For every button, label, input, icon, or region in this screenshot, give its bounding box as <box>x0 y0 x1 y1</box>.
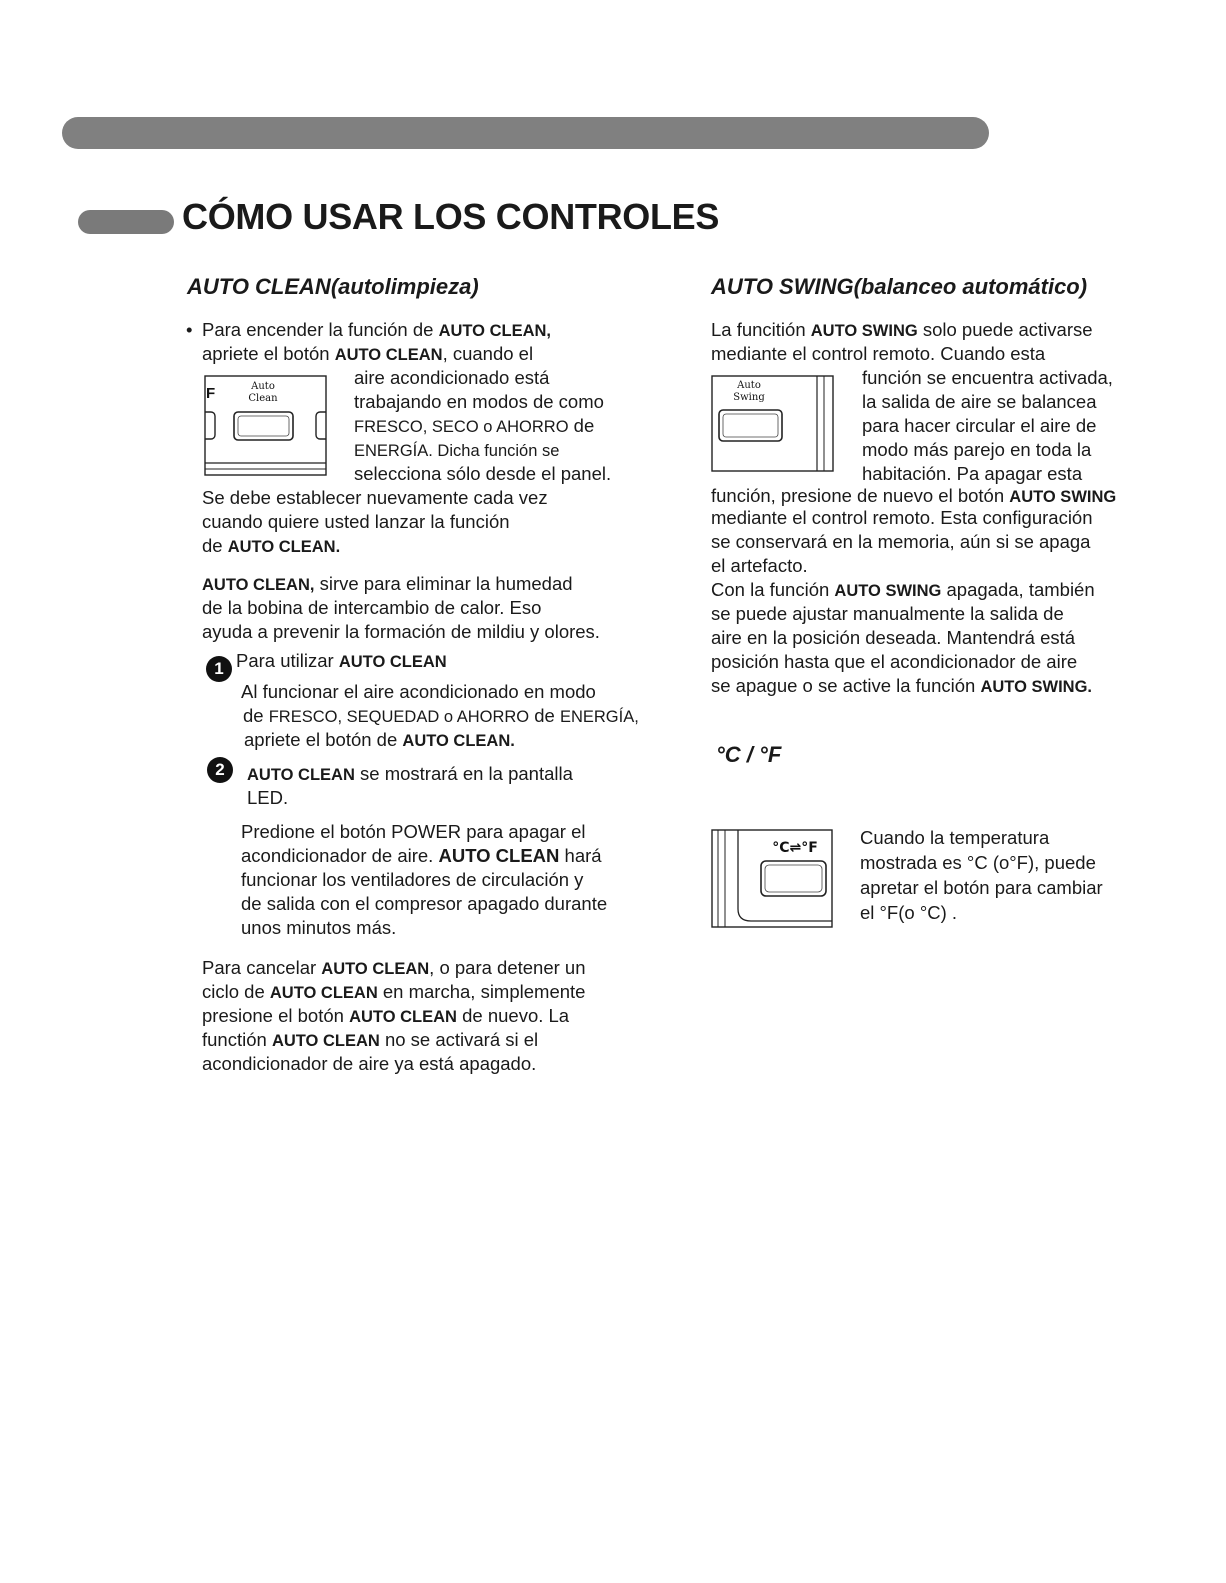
temp-unit-line1: Cuando la temperatura <box>860 827 1050 848</box>
auto-label: Auto <box>737 380 761 391</box>
auto-clean-p4-line5: acondicionador de aire ya está apagado. <box>202 1053 537 1074</box>
auto-clean-heading: AUTO CLEAN(autolimpieza) <box>187 274 479 299</box>
step-2-badge: 2 <box>207 757 233 783</box>
auto-clean-p1-line9: cuando quiere usted lanzar la función <box>202 511 510 532</box>
auto-clean-p3-line3: funcionar los ventiladores de circulación y <box>241 869 584 890</box>
auto-clean-p1-line4: trabajando en modos de como <box>354 391 604 412</box>
celsius-fahrenheit-label: °C⇌°F <box>772 840 818 856</box>
step1-line3: de FRESCO, SEQUEDAD o AHORRO de ENERGÍA, <box>243 705 639 726</box>
auto-clean-p4-line1: Para cancelar AUTO CLEAN, o para detener un <box>202 957 586 978</box>
auto-swing-line8: función, presione de nuevo el botón AUTO SWING <box>711 485 1117 506</box>
auto-swing-line16: se apague o se active la función AUTO SWING. <box>711 675 1092 696</box>
auto-swing-line9: mediante el control remoto. Esta configuración <box>711 507 1093 528</box>
step-1-badge: 1 <box>206 656 232 682</box>
page-title: CÓMO USAR LOS CONTROLES <box>182 196 720 237</box>
auto-clean-p4-line3: presione el botón AUTO CLEAN de nuevo. La <box>202 1005 570 1026</box>
temp-unit-line3: apretar el botón para cambiar <box>860 877 1103 898</box>
auto-swing-heading: AUTO SWING(balanceo automático) <box>711 274 1088 299</box>
auto-swing-line12: Con la función AUTO SWING apagada, también <box>711 579 1095 600</box>
temp-unit-line4: el °F(o °C) . <box>860 902 958 923</box>
auto-swing-line1: La funcitión AUTO SWING solo puede activarse <box>711 319 1093 340</box>
auto-swing-line7: habitación. Pa apagar esta <box>862 463 1083 484</box>
swing-label: Swing <box>733 392 765 403</box>
bullet: • <box>186 319 193 340</box>
title-marker <box>78 210 174 234</box>
auto-swing-line13: se puede ajustar manualmente la salida de <box>711 603 1064 624</box>
header-bar <box>62 117 989 149</box>
auto-swing-line2: mediante el control remoto. Cuando esta <box>711 343 1046 364</box>
auto-clean-p2-line2: de la bobina de intercambio de calor. Eso <box>202 597 542 618</box>
auto-clean-p1-line5: FRESCO, SECO o AHORRO de <box>354 415 595 436</box>
auto-clean-p1-line8: Se debe establecer nuevamente cada vez <box>202 487 548 508</box>
auto-swing-panel-illustration <box>711 375 835 473</box>
auto-swing-button <box>719 410 782 441</box>
auto-clean-p1-line7: selecciona sólo desde el panel. <box>354 463 612 484</box>
auto-clean-p3-line2: acondicionador de aire. AUTO CLEAN hará <box>241 845 602 866</box>
auto-swing-line5: para hacer circular el aire de <box>862 415 1097 436</box>
step1-line1: Para utilizar AUTO CLEAN <box>236 650 447 671</box>
auto-swing-line10: se conservará en la memoria, aún si se apaga <box>711 531 1091 552</box>
auto-clean-p3-line4: de salida con el compresor apagado durante <box>241 893 608 914</box>
auto-swing-line3: función se encuentra activada, <box>862 367 1113 388</box>
step2-line2: LED. <box>247 787 289 808</box>
auto-clean-p2-line1: AUTO CLEAN, sirve para eliminar la humedad <box>202 573 573 594</box>
step1-line2: Al funcionar el aire acondicionado en modo <box>241 681 596 702</box>
auto-swing-line14: aire en la posición deseada. Mantendrá está <box>711 627 1076 648</box>
auto-clean-p1-line10: de AUTO CLEAN. <box>202 535 341 556</box>
auto-clean-p1-line3: aire acondicionado está <box>354 367 550 388</box>
temp-unit-panel-illustration <box>711 829 833 929</box>
auto-clean-p4-line4: functión AUTO CLEAN no se activará si el <box>202 1029 539 1050</box>
auto-swing-line4: la salida de aire se balancea <box>862 391 1097 412</box>
auto-clean-panel-illustration <box>204 375 328 477</box>
auto-clean-p1-line6: ENERGÍA. Dicha función se <box>354 442 560 460</box>
auto-clean-p2-line3: ayuda a prevenir la formación de mildiu y olores. <box>202 621 600 642</box>
temp-unit-line2: mostrada es °C (o°F), puede <box>860 852 1096 873</box>
auto-swing-line11: el artefacto. <box>711 555 808 576</box>
clean-label: Clean <box>248 393 278 404</box>
auto-swing-line6: modo más parejo en toda la <box>862 439 1092 460</box>
auto-clean-p1-line1: Para encender la función de AUTO CLEAN, <box>202 319 552 340</box>
temp-unit-button <box>761 861 826 896</box>
auto-swing-line15: posición hasta que el acondicionador de aire <box>711 651 1078 672</box>
auto-clean-p3-line5: unos minutos más. <box>241 917 397 938</box>
auto-clean-p1-line2: apriete el botón AUTO CLEAN, cuando el <box>202 343 534 364</box>
step2-line1: AUTO CLEAN se mostrará en la pantalla <box>247 763 573 784</box>
temp-unit-heading: °C / °F <box>716 742 782 767</box>
auto-label: Auto <box>251 381 275 392</box>
auto-clean-p3-line1: Predione el botón POWER para apagar el <box>241 821 586 842</box>
step1-line4: apriete el botón de AUTO CLEAN. <box>244 729 515 750</box>
panel-f-label: F <box>206 385 216 402</box>
auto-clean-p4-line2: ciclo de AUTO CLEAN en marcha, simplemente <box>202 981 586 1002</box>
